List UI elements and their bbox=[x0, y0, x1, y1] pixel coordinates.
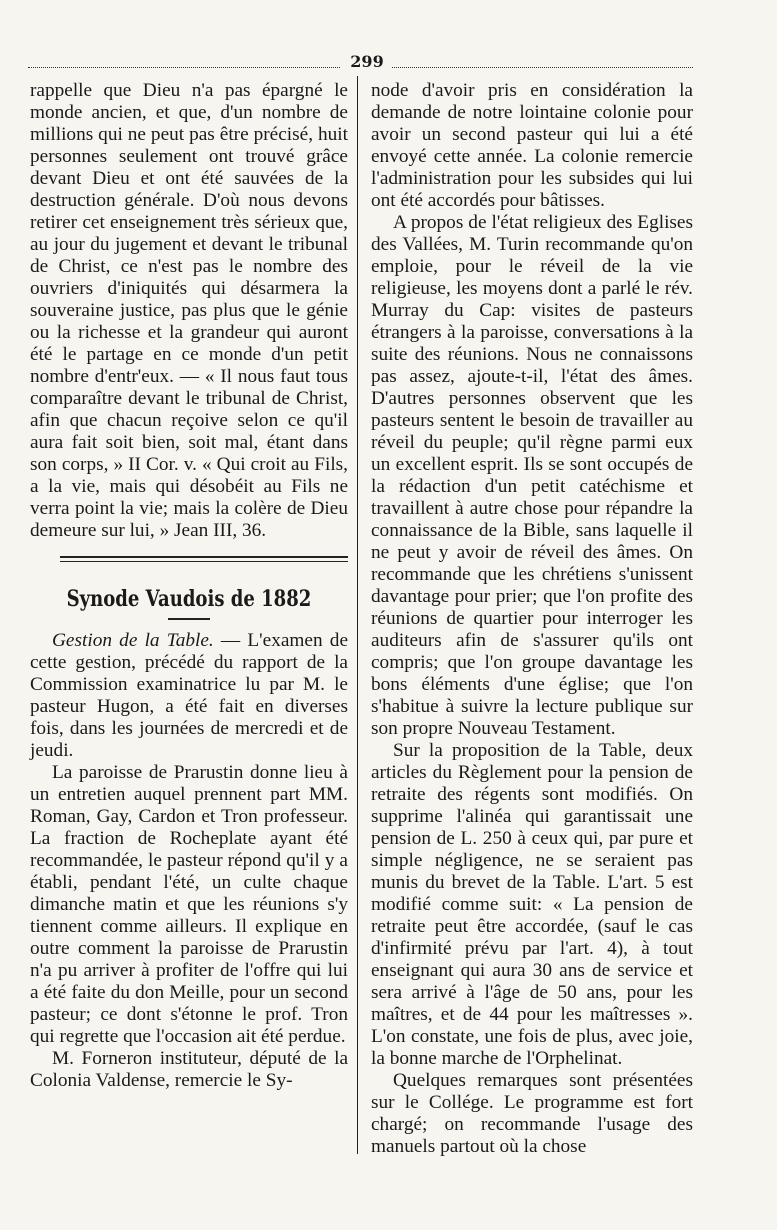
intro-paragraph: rappelle que Dieu n'a pas épargné le monde ancien, et que, d'un nombre de millions qui ne peut pas être précisé, huit personnes seulement ont trouvé grâce devant Dieu et ont été sauvées de la destruction générale. D'où nous devons retirer cet enseignement très sérieux que, au jour du jugement et devant le tribunal de Christ, ce n'est pas le nombre des ouvriers d'iniquités qui désarmera la souveraine justice, pas plus que le génie ou la richesse et la grandeur qui auront été le partage en ce monde d'un petit nombre d'entr'eux. — « Il nous faut tous comparaître devant le tribunal de Christ, afin que chacun reçoive selon ce qu'il aura fait soit bien, soit mal, étant dans son corps, » II Cor. v. « Qui croit au Fils, a la vie, mais qui désobéit au Fils ne verra point la vie; mais la colère de Dieu demeure sur lui, » Jean III, 36. bbox=[30, 80, 348, 541]
gestion-paragraph bbox=[30, 630, 348, 762]
gestion-label: Gestion de la Table. bbox=[52, 630, 214, 651]
right-column bbox=[371, 80, 693, 1158]
section-title: Synode Vaudois de 1882 bbox=[66, 586, 312, 612]
forneron-paragraph: M. Forneron instituteur, député de la Colonia Valdense, remercie le Sy- bbox=[30, 1048, 348, 1091]
prarustin-paragraph: La paroisse de Prarustin donne lieu à un entretien auquel prennent part MM. Roman, Gay, Cardon et Tron professeur. La fraction de Rocheplate ayant été recommandée, le pasteur répond qu'il y a établi, pendant l'été, un culte chaque dimanche matin et que les réunions s'y tiennent comme ailleurs. Il explique en outre comment la paroisse de Prarustin n'a pu arriver à profiter de l'offre qui lui a été faite du don Meille, pour un second pasteur; ce dont s'étonne le prof. Tron qui regrette que l'occasion ait été perdue. bbox=[30, 762, 348, 1047]
page-header bbox=[28, 52, 693, 74]
page-number: 299 bbox=[350, 52, 384, 71]
header-rule-right bbox=[392, 63, 693, 68]
section-separator bbox=[30, 550, 348, 568]
gestion-text: — L'examen de cette gestion, précédé du rapport de la Commission examinatrice lu par M. le pasteur Hugon, a été fait en diverses fois, dans les journées de mercredi et de jeudi. bbox=[30, 630, 348, 761]
column-divider bbox=[357, 76, 358, 1154]
colony-paragraph: node d'avoir pris en considération la demande de notre lointaine colonie pour avoir un second pasteur qui lui a été envoyé cette année. La colonie remercie l'administration pour les subsides qui lui ont été accordés pour bâtisses. bbox=[371, 80, 693, 211]
religious-state-paragraph: A propos de l'état religieux des Eglises des Vallées, M. Turin recommande qu'on emploie, pour le réveil de la vie religieuse, les moyens dont a parlé le rév. Murray du Cap: visites de pasteurs étrangers à la paroisse, conversations à la suite des réunions. Nous ne connaissons pas assez, ajoute-t-il, l'état des âmes. D'autres personnes observent que les pasteurs sentent le besoin de travailler au réveil du peuple; qu'il règne parmi eux un excellent esprit. Ils se sont occupés de la rédaction d'un petit catéchisme et travaillent à autre chose pour répandre la connaissance de la Bible, sans laquelle il ne peut y avoir de réveil des âmes. On recommande que les chrétiens s'unissent davantage pour prier; que l'on profite des réunions de quartier pour interroger les auditeurs afin de s'assurer qu'ils ont compris; que l'on groupe davantage les bons éléments d'une église; que l'on s'habitue à suivre la lecture publique sur son propre Nouveau Testament. bbox=[371, 212, 693, 739]
college-paragraph: Quelques remarques sont présentées sur le Collége. Le programme est fort chargé; on recommande l'usage des manuels partout où la chose bbox=[371, 1070, 693, 1157]
pension-paragraph: Sur la proposition de la Table, deux articles du Règlement pour la pension de retraite des régents sont modifiés. On supprime l'alinéa qui garantissait une pension de L. 250 à ceux qui, par pure et simple négligence, ne se seraient pas munis du brevet de la Table. L'art. 5 est modifié comme suit: « La pension de retraite peut être accordée, (sauf le cas d'infirmité prévu par l'art. 4), à tout enseignant qui aura 30 ans de service et sera arrivé à l'âge de 50 ans, pour les maîtres, et de 44 pour les maîtresses ». L'on constate, une fois de plus, avec joie, la bonne marche de l'Orphelinat. bbox=[371, 740, 693, 1069]
title-dash bbox=[168, 618, 210, 620]
header-rule-left bbox=[28, 63, 340, 68]
left-column bbox=[30, 80, 348, 1092]
